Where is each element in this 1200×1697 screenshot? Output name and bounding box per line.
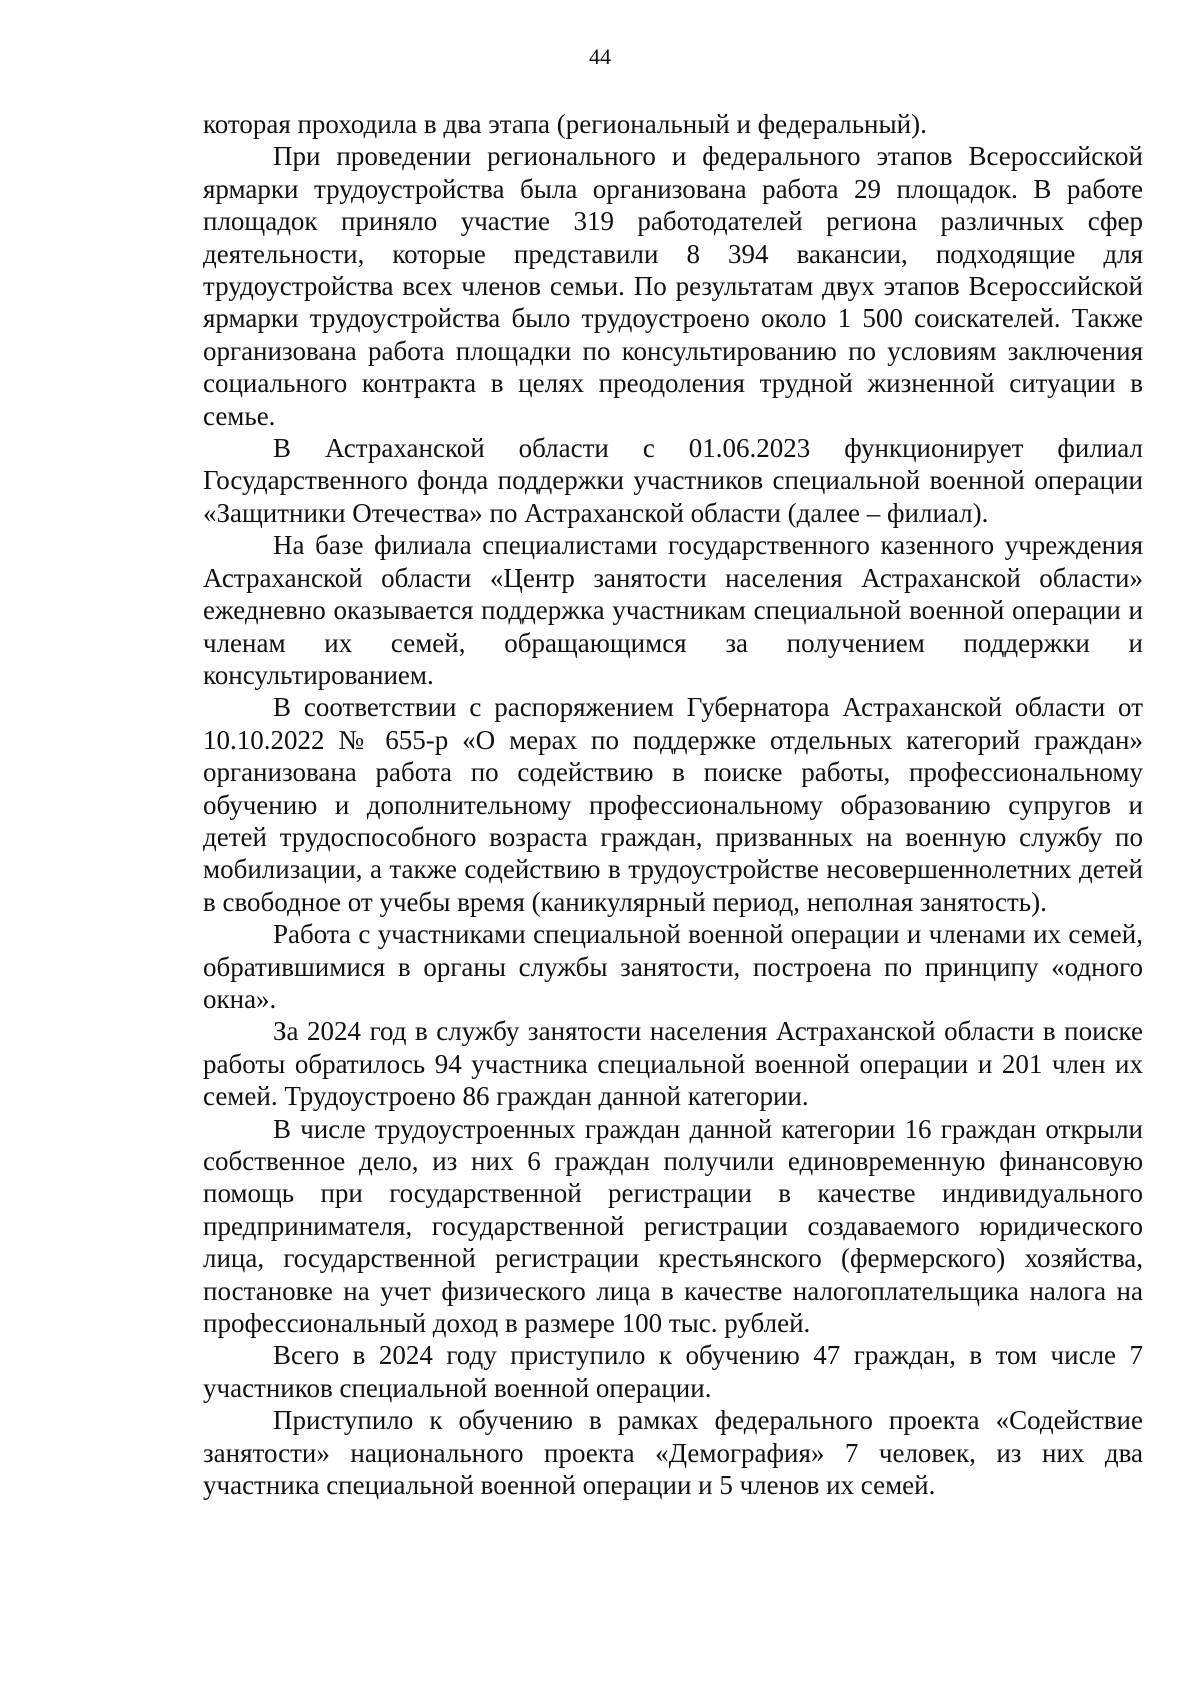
page-number: 44: [589, 44, 611, 69]
paragraph-job-fair: При проведении регионального и федерального этапов Всероссийской ярмарки трудоустройства была организована работа 29 площадок. В работе площадок приняло участие 319 работодателей региона различных сфер деятельности, которые представили 8 394 вакансии, подходящие для трудоустройства всех членов семьи. По результатам двух этапов Всероссийской ярмарки трудоустройства было трудоустроено около 1 500 соискателей. Также организована работа площадки по консультированию по условиям заключения социального контракта в целях преодоления трудной жизненной ситуации в семье.: [203, 141, 1143, 431]
paragraph-training-total: Всего в 2024 году приступило к обучению 47 граждан, в том числе 7 участников специальной военной операции.: [203, 1340, 1143, 1403]
paragraph-2024-requests: За 2024 год в службу занятости населения Астраханской области в поиске работы обратилось 94 участника специальной военной операции и 201 член их семей. Трудоустроено 86 граждан данной категории.: [203, 1016, 1143, 1112]
paragraph-employment-center-support: На базе филиала специалистами государственного казенного учреждения Астраханской области «Центр занятости населения Астраханской области» ежедневно оказывается поддержка участникам специальной военной операции и членам их семей, обращающимся за получением поддержки и консультированием.: [203, 530, 1143, 690]
paragraph-continuation: которая проходила в два этапа (региональный и федеральный).: [203, 109, 927, 139]
paragraph-one-window: Работа с участниками специальной военной операции и членами их семей, обратившимися в органы службы занятости, построена по принципу «одного окна».: [203, 919, 1143, 1014]
paragraph-governor-order: В соответствии с распоряжением Губернатора Астраханской области от 10.10.2022 № 655-р «О мерах по поддержке отдельных категорий граждан» организована работа по содействию в поиске работы, профессиональному обучению и дополнительному профессиональному образованию супругов и детей трудоспособного возраста граждан, призванных на военную службу по мобилизации, а также содействию в трудоустройстве несовершеннолетних детей в свободное от учебы время (каникулярный период, неполная занятость).: [203, 692, 1143, 917]
paragraph-fund-branch: В Астраханской области с 01.06.2023 функционирует филиал Государственного фонда поддержки участников специальной военной операции «Защитники Отечества» по Астраханской области (далее – филиал).: [203, 433, 1143, 528]
paragraph-own-business: В числе трудоустроенных граждан данной категории 16 граждан открыли собственное дело, из них 6 граждан получили единовременную финансовую помощь при государственной регистрации в качестве индивидуального предпринимателя, государственной регистрации создаваемого юридического лица, государственной регистрации крестьянского (фермерского) хозяйства, постановке на учет физического лица в качестве налогоплательщика налога на профессиональный доход в размере 100 тыс. рублей.: [203, 1113, 1143, 1339]
document-body: [203, 108, 1143, 1501]
paragraph-federal-project: Приступило к обучению в рамках федерального проекта «Содействие занятости» национального проекта «Демография» 7 человек, из них два участника специальной военной операции и 5 членов их семей.: [203, 1405, 1143, 1501]
